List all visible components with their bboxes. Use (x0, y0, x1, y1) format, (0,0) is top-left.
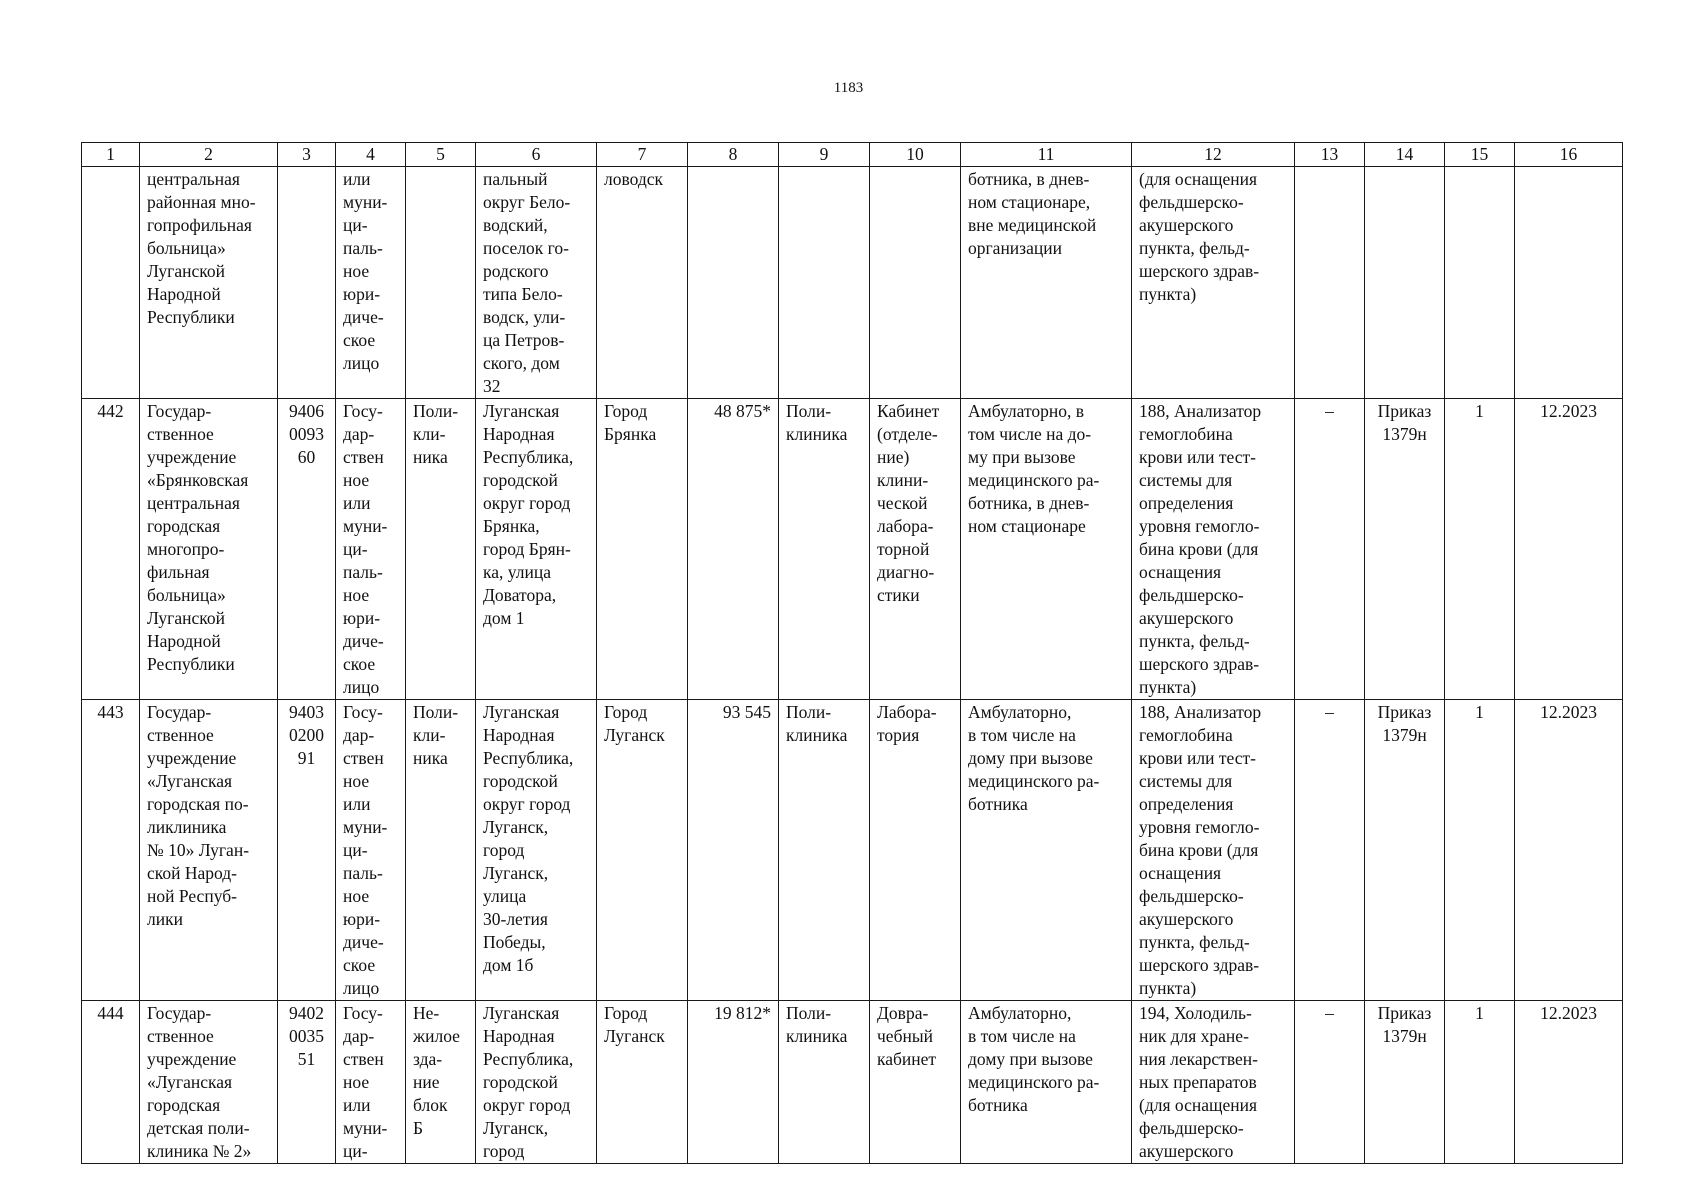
column-header: 3 (278, 143, 336, 167)
cell-population: 19 812* (688, 1001, 779, 1164)
cell-order: Приказ 1379н (1365, 700, 1445, 1001)
cell-date: 12.2023 (1515, 1001, 1623, 1164)
column-header: 7 (597, 143, 688, 167)
column-header: 6 (476, 143, 597, 167)
cell-settlement: Город Брянка (597, 399, 688, 700)
column-header: 5 (406, 143, 476, 167)
cell-equipment: (для оснащения фельдшерско- акушерского пункта, фельд- шерского здрав- пункта) (1132, 167, 1295, 399)
cell-qty: 1 (1445, 1001, 1515, 1164)
cell-care-conditions: ботника, в днев- ном стационаре, вне медицинской организации (961, 167, 1132, 399)
cell-col13: – (1295, 700, 1365, 1001)
cell-name: Государ- ственное учреждение «Брянковская центральная городская многопро- фильная больница» Луганской Народной Республики (140, 399, 278, 700)
cell-unit (779, 167, 870, 399)
cell-id: 442 (82, 399, 140, 700)
cell-care-conditions: Амбулаторно, в том числе на дому при вызове медицинского ра- ботника (961, 1001, 1132, 1164)
cell-code: 9402 0035 51 (278, 1001, 336, 1164)
cell-subunit: Довра- чебный кабинет (870, 1001, 961, 1164)
cell-care-conditions: Амбулаторно, в том числе на до- му при вызове медицинского ра- ботника, в днев- ном стационаре (961, 399, 1132, 700)
cell-address: Луганская Народная Республика, городской округ город Луганск, город Луганск, улица 30-летия Победы, дом 1б (476, 700, 597, 1001)
column-header: 8 (688, 143, 779, 167)
column-header: 1 (82, 143, 140, 167)
column-header: 12 (1132, 143, 1295, 167)
column-header: 15 (1445, 143, 1515, 167)
cell-equipment: 188, Анализатор гемоглобина крови или тест- системы для определения уровня гемогло- бина крови (для оснащения фельдшерско- акушерского пункта, фельд- шерского здрав- пункта) (1132, 700, 1295, 1001)
cell-col13: – (1295, 399, 1365, 700)
cell-type (406, 167, 476, 399)
cell-population: 93 545 (688, 700, 779, 1001)
cell-legal-form: Госу- дар- ствен ное или муни- ци- паль- ное юри- диче- ское лицо (336, 700, 406, 1001)
page-number: 1183 (833, 80, 864, 96)
cell-name: Государ- ственное учреждение «Луганская городская детская поли- клиника № 2» (140, 1001, 278, 1164)
table-row (82, 399, 1623, 700)
cell-address: Луганская Народная Республика, городской округ город Брянка, город Брян- ка, улица Доватора, дом 1 (476, 399, 597, 700)
column-header: 9 (779, 143, 870, 167)
cell-legal-form: или муни- ци- паль- ное юри- диче- ское лицо (336, 167, 406, 399)
cell-id: 444 (82, 1001, 140, 1164)
column-header: 10 (870, 143, 961, 167)
table-row (82, 700, 1623, 1001)
cell-order: Приказ 1379н (1365, 399, 1445, 700)
cell-unit: Поли- клиника (779, 399, 870, 700)
cell-qty: 1 (1445, 700, 1515, 1001)
cell-address: пальный округ Бело- водский, поселок го- родского типа Бело- водск, ули- ца Петров- ского, дом 32 (476, 167, 597, 399)
cell-type: Поли- кли- ника (406, 399, 476, 700)
cell-qty (1445, 167, 1515, 399)
cell-subunit (870, 167, 961, 399)
cell-date (1515, 167, 1623, 399)
cell-population (688, 167, 779, 399)
column-header: 4 (336, 143, 406, 167)
cell-code: 9406 0093 60 (278, 399, 336, 700)
cell-settlement: Город Луганск (597, 700, 688, 1001)
cell-col13 (1295, 167, 1365, 399)
cell-code: 9403 0200 91 (278, 700, 336, 1001)
cell-equipment: 188, Анализатор гемоглобина крови или тест- системы для определения уровня гемогло- бина крови (для оснащения фельдшерско- акушерского пункта, фельд- шерского здрав- пункта) (1132, 399, 1295, 700)
cell-qty: 1 (1445, 399, 1515, 700)
cell-date: 12.2023 (1515, 700, 1623, 1001)
cell-type: Поли- кли- ника (406, 700, 476, 1001)
table-row (82, 1001, 1623, 1164)
cell-col13: – (1295, 1001, 1365, 1164)
cell-order: Приказ 1379н (1365, 1001, 1445, 1164)
cell-legal-form: Госу- дар- ствен ное или муни- ци- паль- ное юри- диче- ское лицо (336, 399, 406, 700)
header-row (82, 143, 1623, 167)
cell-name: центральная районная мно- гопрофильная больница» Луганской Народной Республики (140, 167, 278, 399)
equipment-table (81, 142, 1623, 1164)
cell-equipment: 194, Холодиль- ник для хране- ния лекарствен- ных препаратов (для оснащения фельдшерско- акушерского (1132, 1001, 1295, 1164)
cell-unit: Поли- клиника (779, 700, 870, 1001)
column-header: 14 (1365, 143, 1445, 167)
column-header: 2 (140, 143, 278, 167)
cell-type: Не- жилое зда- ние блок Б (406, 1001, 476, 1164)
column-header: 16 (1515, 143, 1623, 167)
column-header: 13 (1295, 143, 1365, 167)
cell-order (1365, 167, 1445, 399)
cell-id (82, 167, 140, 399)
cell-id: 443 (82, 700, 140, 1001)
cell-subunit: Кабинет (отделе- ние) клини- ческой лабора- торной диагно- стики (870, 399, 961, 700)
table-row (82, 167, 1623, 399)
cell-population: 48 875* (688, 399, 779, 700)
cell-care-conditions: Амбулаторно, в том числе на дому при вызове медицинского ра- ботника (961, 700, 1132, 1001)
cell-subunit: Лабора- тория (870, 700, 961, 1001)
cell-settlement: Город Луганск (597, 1001, 688, 1164)
cell-name: Государ- ственное учреждение «Луганская городская по- ликлиника № 10» Луган- ской Народ- ной Респуб- лики (140, 700, 278, 1001)
cell-unit: Поли- клиника (779, 1001, 870, 1164)
cell-settlement: ловодск (597, 167, 688, 399)
cell-legal-form: Госу- дар- ствен ное или муни- ци- (336, 1001, 406, 1164)
cell-code (278, 167, 336, 399)
cell-address: Луганская Народная Республика, городской округ город Луганск, город (476, 1001, 597, 1164)
column-header: 11 (961, 143, 1132, 167)
cell-date: 12.2023 (1515, 399, 1623, 700)
